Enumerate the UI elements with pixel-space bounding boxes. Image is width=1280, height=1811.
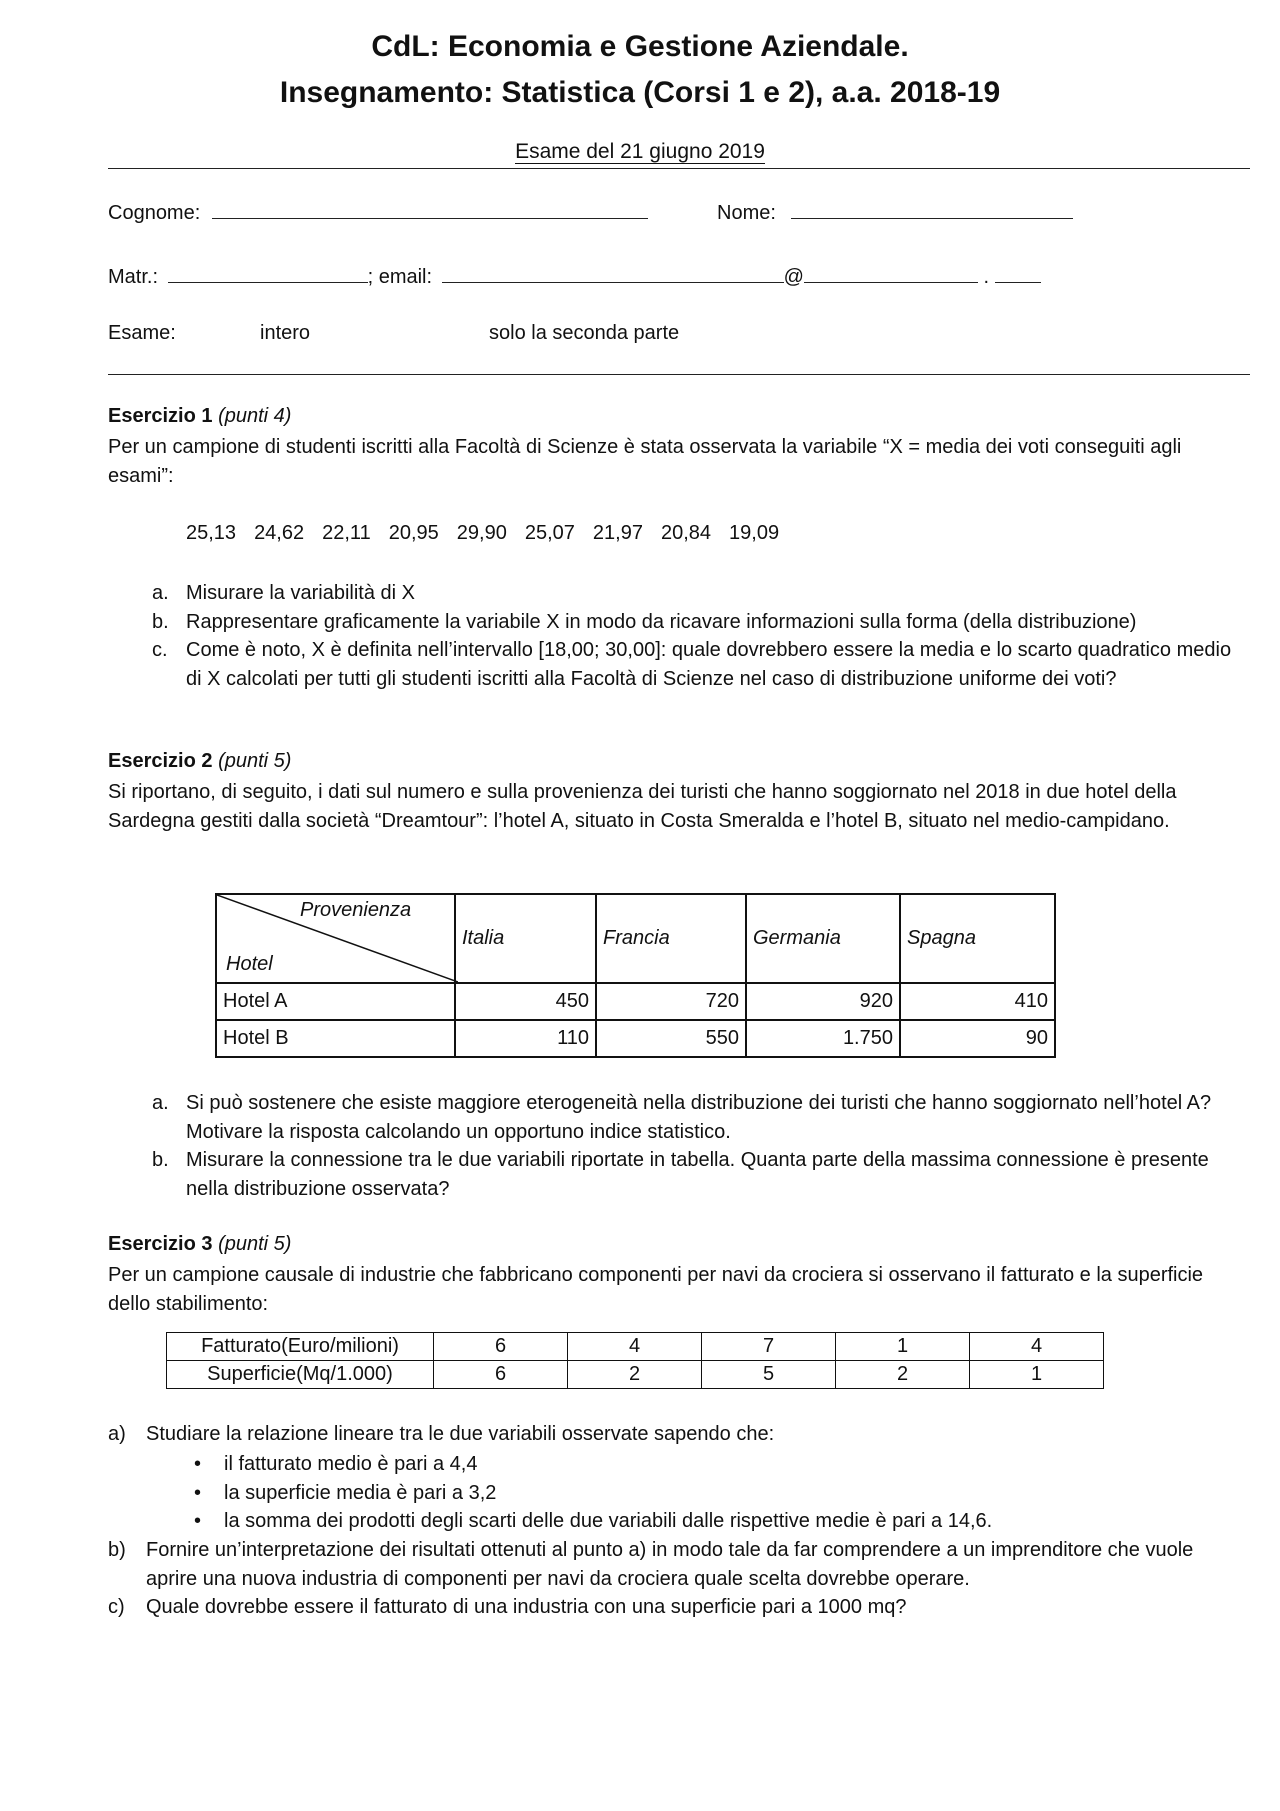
list-item: b. Rappresentare graficamente la variabile X in modo da ricavare informazioni sulla forma (della distribuzione) — [152, 610, 1137, 633]
column-header: Germania — [746, 894, 900, 983]
email-user-field[interactable] — [442, 260, 784, 283]
table-cell: 1.750 — [746, 1020, 900, 1057]
ex1-text: Per un campione di studenti iscritti alla Facoltà di Scienze è stata osservata la variabile “X = media dei voti conseguiti agli esami”: — [108, 436, 1182, 487]
ex1-questions — [108, 579, 1238, 693]
list-item: c. Come è noto, X è definita nell’intervallo [18,00; 30,00]: quale dovrebbero essere la media e lo scarto quadratico medio di X calcolati per tutti gli studenti iscritti alla Facoltà di Scienze nel caso di distribuzione uniforme dei voti? — [152, 639, 1232, 690]
corner-top-label: Provenienza — [300, 899, 412, 921]
list-item: • la somma dei prodotti degli scarti delle due variabili dalle rispettive medie è pari a 14,6. — [194, 1510, 993, 1532]
ex1-value: 20,95 — [388, 522, 439, 544]
table-row — [216, 983, 1055, 1020]
ex3-bullets — [108, 1450, 1238, 1536]
row-label: Hotel A — [216, 983, 455, 1020]
corner-bottom-label: Hotel — [226, 953, 273, 975]
ex2-text: Si riportano, di seguito, i dati sul numero e sulla provenienza dei turisti che hanno soggiornato nel 2018 in due hotel della Sardegna gestiti dalla società “Dreamtour”: l’hotel A, situato in Costa Smeralda e l’hotel B, situato nel medio-campidano. — [108, 781, 1177, 832]
list-item: b) Fornire un’interpretazione dei risultati ottenuti al punto a) in modo tale da far comprendere a un imprenditore che vuole aprire una nuova industria di componenti per navi da crociera quale scelta dovrebbe operare. — [108, 1539, 1194, 1590]
table-cell: 90 — [900, 1020, 1055, 1057]
name-row — [717, 196, 1073, 225]
table-cell: 1 — [970, 1361, 1104, 1389]
matr-label: Matr.: — [108, 266, 159, 288]
email-domain-field[interactable] — [804, 260, 978, 283]
ex2-title: Esercizio 2 (punti 5) — [108, 750, 292, 772]
list-item: • la superficie media è pari a 3,2 — [194, 1481, 497, 1504]
table-cell: 720 — [596, 983, 746, 1020]
table-corner — [216, 894, 455, 983]
at-sign: @ — [783, 266, 804, 288]
ex3-title: Esercizio 3 (punti 5) — [108, 1233, 292, 1255]
hotel-table — [215, 893, 1056, 1058]
list-item: c) Quale dovrebbe essere il fatturato di una industria con una superficie pari a 1000 mq? — [108, 1596, 907, 1618]
table-cell: 5 — [702, 1361, 836, 1389]
table-cell: 2 — [836, 1361, 970, 1389]
column-header: Italia — [455, 894, 596, 983]
header-divider — [108, 168, 1250, 169]
exam-type-row — [108, 322, 176, 345]
matr-field[interactable] — [168, 260, 368, 283]
form-divider — [108, 374, 1250, 375]
table-cell: 4 — [568, 1333, 702, 1361]
option-full[interactable]: intero — [260, 322, 311, 344]
row-label: Fatturato(Euro/milioni) — [167, 1333, 434, 1361]
ex2-questions — [108, 1089, 1238, 1203]
ex1-values — [186, 522, 779, 545]
email-label: ; email: — [367, 266, 433, 288]
list-item: a. Misurare la variabilità di X — [152, 582, 415, 604]
ex3-text: Per un campione causale di industrie che fabbricano componenti per navi da crociera si osservano il fatturato e la superficie dello stabilimento: — [108, 1264, 1204, 1315]
list-item: b. Misurare la connessione tra le due variabili riportate in tabella. Quanta parte della massima connessione è presente nella distribuzione osservata? — [152, 1149, 1209, 1200]
dot-sign: . — [983, 266, 990, 288]
revenue-surface-table — [166, 1332, 1104, 1389]
surname-row — [108, 196, 648, 225]
table-cell: 110 — [455, 1020, 596, 1057]
table-row — [167, 1333, 1104, 1361]
ex1-value: 20,84 — [660, 522, 712, 544]
option-second-part[interactable]: solo la seconda parte — [489, 322, 680, 344]
list-item: • il fatturato medio è pari a 4,4 — [194, 1453, 478, 1475]
surname-field[interactable] — [212, 196, 648, 219]
ex1-value: 22,11 — [322, 522, 371, 544]
table-cell: 550 — [596, 1020, 746, 1057]
table-cell: 4 — [970, 1333, 1104, 1361]
row-label: Hotel B — [216, 1020, 455, 1057]
title-line-1: CdL: Economia e Gestione Aziendale. — [371, 30, 909, 63]
table-cell: 6 — [434, 1361, 568, 1389]
name-field[interactable] — [791, 196, 1073, 219]
ex1-value: 25,13 — [186, 522, 237, 544]
exam-label: Esame: — [108, 322, 176, 344]
ex1-value: 19,09 — [729, 522, 780, 544]
list-item: a) Studiare la relazione lineare tra le due variabili osservate sapendo che: — [108, 1423, 775, 1445]
table-cell: 1 — [836, 1333, 970, 1361]
matr-email-row — [108, 260, 1041, 289]
title-line-2: Insegnamento: Statistica (Corsi 1 e 2), a.a. 2018-19 — [279, 76, 1001, 109]
ex3-questions-rest — [108, 1536, 1238, 1622]
table-cell: 6 — [434, 1333, 568, 1361]
name-label: Nome: — [717, 202, 776, 224]
row-label: Superficie(Mq/1.000) — [167, 1361, 434, 1389]
column-header: Spagna — [900, 894, 1055, 983]
ex1-value: 24,62 — [254, 522, 305, 544]
table-row — [167, 1361, 1104, 1389]
list-item: a. Si può sostenere che esiste maggiore eterogeneità nella distribuzione dei turisti che hanno soggiornato nell’hotel A? Motivare la risposta calcolando un opportuno indice statistico. — [152, 1092, 1212, 1143]
table-cell: 7 — [702, 1333, 836, 1361]
ex1-value: 21,97 — [592, 522, 643, 544]
ex3-question-a — [108, 1420, 1238, 1449]
table-cell: 920 — [746, 983, 900, 1020]
table-cell: 410 — [900, 983, 1055, 1020]
ex1-value: 25,07 — [524, 522, 575, 544]
exam-date: Esame del 21 giugno 2019 — [515, 140, 765, 163]
ex1-value: 29,90 — [456, 522, 507, 544]
table-cell: 450 — [455, 983, 596, 1020]
email-tld-field[interactable] — [995, 260, 1041, 283]
surname-label: Cognome: — [108, 202, 201, 224]
table-row — [216, 1020, 1055, 1057]
column-header: Francia — [596, 894, 746, 983]
table-cell: 2 — [568, 1361, 702, 1389]
ex1-title: Esercizio 1 (punti 4) — [108, 405, 292, 427]
